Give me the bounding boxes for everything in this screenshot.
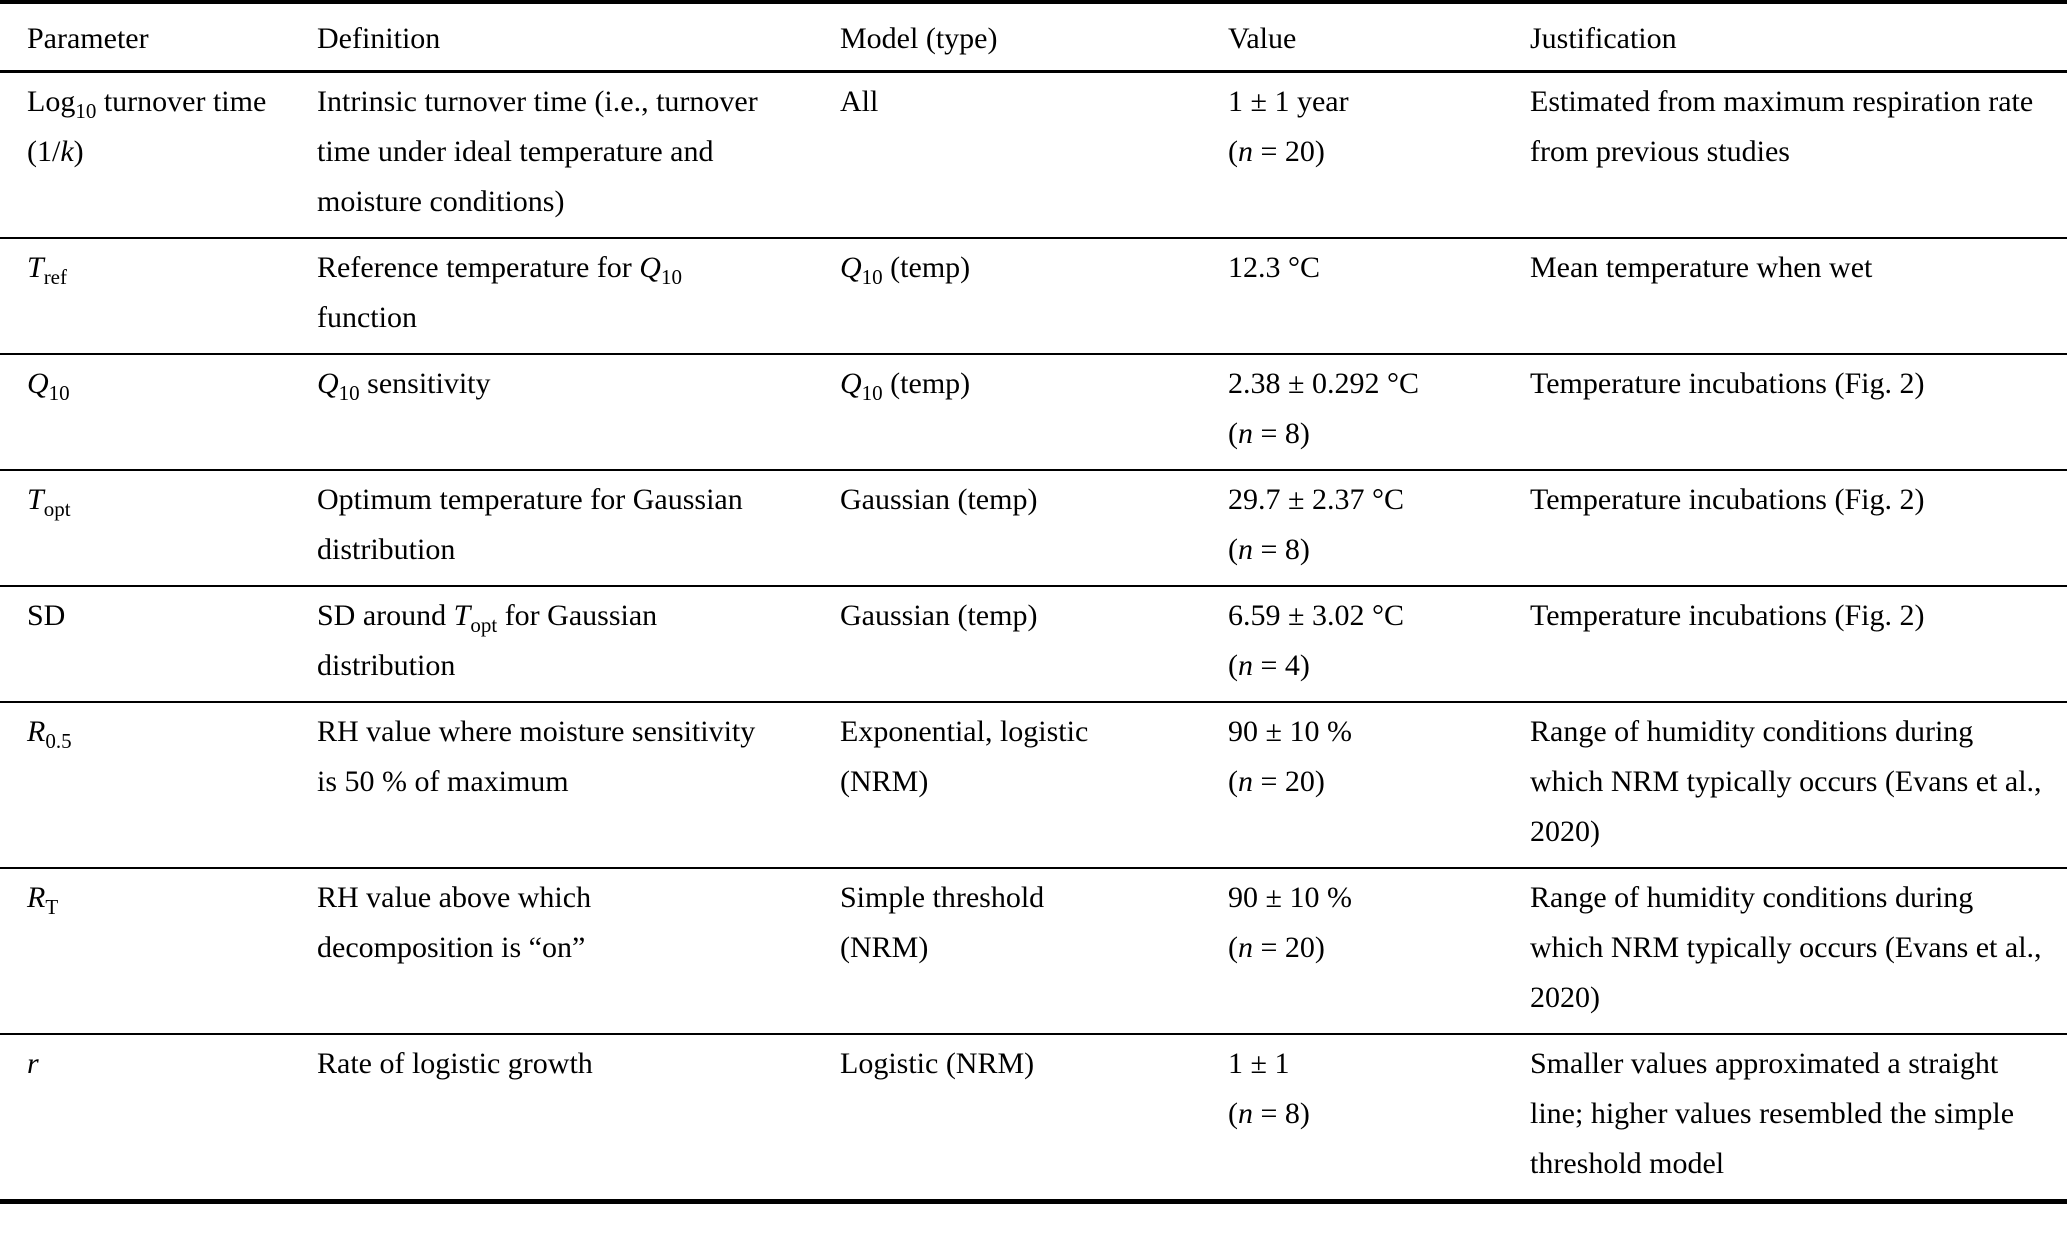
cell-value xyxy=(1228,470,1530,586)
cell-parameter: r xyxy=(27,1047,39,1080)
cell-justification: Temperature incubations (Fig. 2) xyxy=(1530,483,1925,516)
cell-value xyxy=(1228,702,1530,868)
col-header-definition: Definition xyxy=(317,2,840,72)
cell-definition: Optimum temperature for Gaussian distribution xyxy=(317,483,743,566)
value-sample-size: (n = 20) xyxy=(1228,135,1325,168)
value-main: 1 ± 1 xyxy=(1228,1047,1290,1080)
cell-model: $Q_{10}$ (temp) xyxy=(840,251,971,289)
table-row xyxy=(0,72,2067,239)
value-sample-size: (n = 8) xyxy=(1228,1097,1310,1130)
table-row xyxy=(0,868,2067,1034)
value-main: 2.38 ± 0.292 °C xyxy=(1228,367,1419,400)
value-main: 1 ± 1 year xyxy=(1228,85,1349,118)
table-header xyxy=(0,2,2067,72)
cell-model: $Q_{10}$ (temp) xyxy=(840,367,971,405)
table-row xyxy=(0,238,2067,354)
cell-parameter: $R_{0.5}$ xyxy=(27,715,72,753)
value-sample-size: (n = 4) xyxy=(1228,649,1310,682)
cell-justification: Temperature incubations (Fig. 2) xyxy=(1530,599,1925,632)
cell-definition: Reference temperature for $Q_{10}$ function xyxy=(317,251,682,334)
cell-definition: RH value above which decomposition is “on” xyxy=(317,881,592,964)
cell-justification: Temperature incubations (Fig. 2) xyxy=(1530,367,1925,400)
table-row xyxy=(0,702,2067,868)
cell-parameter: SD xyxy=(27,599,66,632)
cell-value xyxy=(1228,868,1530,1034)
cell-model: Gaussian (temp) xyxy=(840,483,1038,516)
value-main: 29.7 ± 2.37 °C xyxy=(1228,483,1404,516)
table-row xyxy=(0,1034,2067,1202)
col-header-parameter: Parameter xyxy=(0,2,317,72)
cell-model: All xyxy=(840,85,879,118)
cell-value xyxy=(1228,354,1530,470)
value-sample-size: (n = 20) xyxy=(1228,765,1325,798)
cell-model: Exponential, logistic (NRM) xyxy=(840,715,1089,798)
cell-definition: SD around $T_{opt}$ for Gaussian distribution xyxy=(317,599,658,682)
cell-parameter: $T_{opt}$ xyxy=(27,483,71,521)
cell-justification: Range of humidity conditions during which NRM typically occurs (Evans et al., 2020) xyxy=(1530,881,2042,1014)
cell-justification: Range of humidity conditions during which NRM typically occurs (Evans et al., 2020) xyxy=(1530,715,2042,848)
value-sample-size: (n = 20) xyxy=(1228,931,1325,964)
value-sample-size: (n = 8) xyxy=(1228,533,1310,566)
value-main: 6.59 ± 3.02 °C xyxy=(1228,599,1404,632)
cell-value xyxy=(1228,586,1530,702)
value-sample-size: (n = 8) xyxy=(1228,417,1310,450)
value-main: 12.3 °C xyxy=(1228,251,1321,284)
col-header-model-type: Model (type) xyxy=(840,2,1228,72)
cell-definition: Rate of logistic growth xyxy=(317,1047,593,1080)
col-header-justification: Justification xyxy=(1530,2,2067,72)
cell-parameter: $Q_{10}$ xyxy=(27,367,70,405)
cell-model: Simple threshold (NRM) xyxy=(840,881,1045,964)
cell-value xyxy=(1228,238,1530,354)
table-row xyxy=(0,470,2067,586)
cell-parameter: Log$_{10}$ turnover time (1/k) xyxy=(27,85,267,168)
cell-justification: Estimated from maximum respiration rate from previous studies xyxy=(1530,85,2034,168)
value-main: 90 ± 10 % xyxy=(1228,881,1352,914)
value-main: 90 ± 10 % xyxy=(1228,715,1352,748)
cell-definition: $Q_{10}$ sensitivity xyxy=(317,367,491,405)
cell-parameter: $R_T$ xyxy=(27,881,59,919)
table-body xyxy=(0,72,2067,1202)
cell-parameter: $T_{ref}$ xyxy=(27,251,67,289)
cell-value xyxy=(1228,72,1530,239)
cell-justification: Smaller values approximated a straight line; higher values resembled the simple threshold model xyxy=(1530,1047,2015,1180)
cell-model: Gaussian (temp) xyxy=(840,599,1038,632)
cell-definition: RH value where moisture sensitivity is 50 % of maximum xyxy=(317,715,756,798)
cell-value xyxy=(1228,1034,1530,1202)
cell-definition: Intrinsic turnover time (i.e., turnover time under ideal temperature and moisture conditions) xyxy=(317,85,758,218)
col-header-value: Value xyxy=(1228,2,1530,72)
cell-justification: Mean temperature when wet xyxy=(1530,251,1873,284)
cell-model: Logistic (NRM) xyxy=(840,1047,1035,1080)
table-row xyxy=(0,586,2067,702)
table-row xyxy=(0,354,2067,470)
header-row xyxy=(0,2,2067,72)
